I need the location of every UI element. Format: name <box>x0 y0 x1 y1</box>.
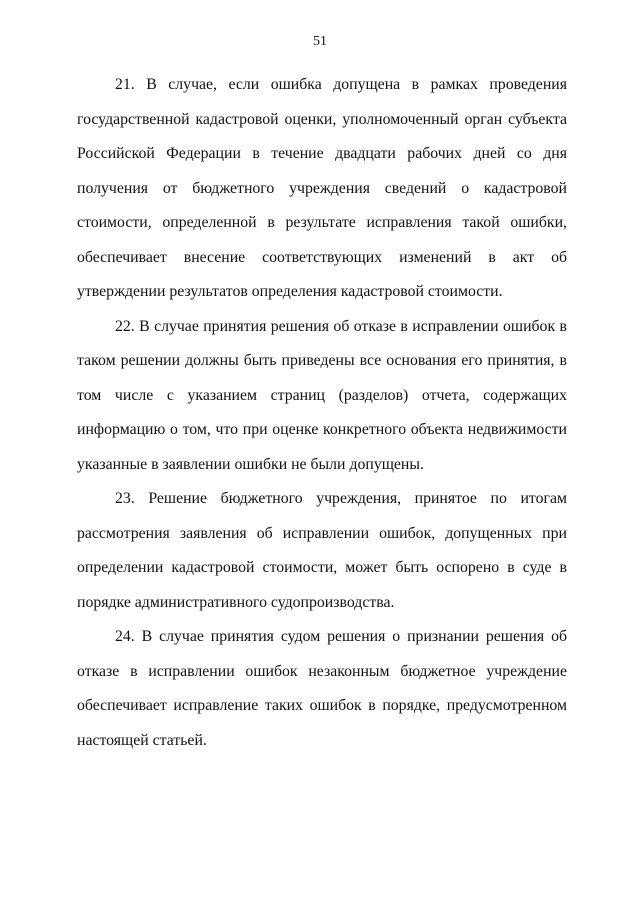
page-number: 51 <box>313 34 327 49</box>
document-body <box>77 68 567 758</box>
paragraph-24: 24. В случае принятия судом решения о признании решения об отказе в исправлении ошибок незаконным бюджетное учреждение обеспечивает исправление таких ошибок в порядке, предусмотренном настоящей статьей. <box>77 628 567 749</box>
paragraph-23: 23. Решение бюджетного учреждения, принятое по итогам рассмотрения заявления об исправлении ошибок, допущенных при определении кадастровой стоимости, может быть оспорено в суде в порядке административного судопроизводства. <box>77 490 567 611</box>
paragraph-22: 22. В случае принятия решения об отказе в исправлении ошибок в таком решении должны быть приведены все основания его принятия, в том числе с указанием страниц (разделов) отчета, содержащих информацию о том, что при оценке конкретного объекта недвижимости указанные в заявлении ошибки не были допущены. <box>77 317 567 473</box>
paragraph-21: 21. В случае, если ошибка допущена в рамках проведения государственной кадастровой оценки, уполномоченный орган субъекта Российской Федерации в течение двадцати рабочих дней со дня получения от бюджетного учреждения сведений о кадастровой стоимости, определенной в результате исправления такой ошибки, обеспечивает внесение соответствующих изменений в акт об утверждении результатов определения кадастровой стоимости. <box>77 76 567 300</box>
